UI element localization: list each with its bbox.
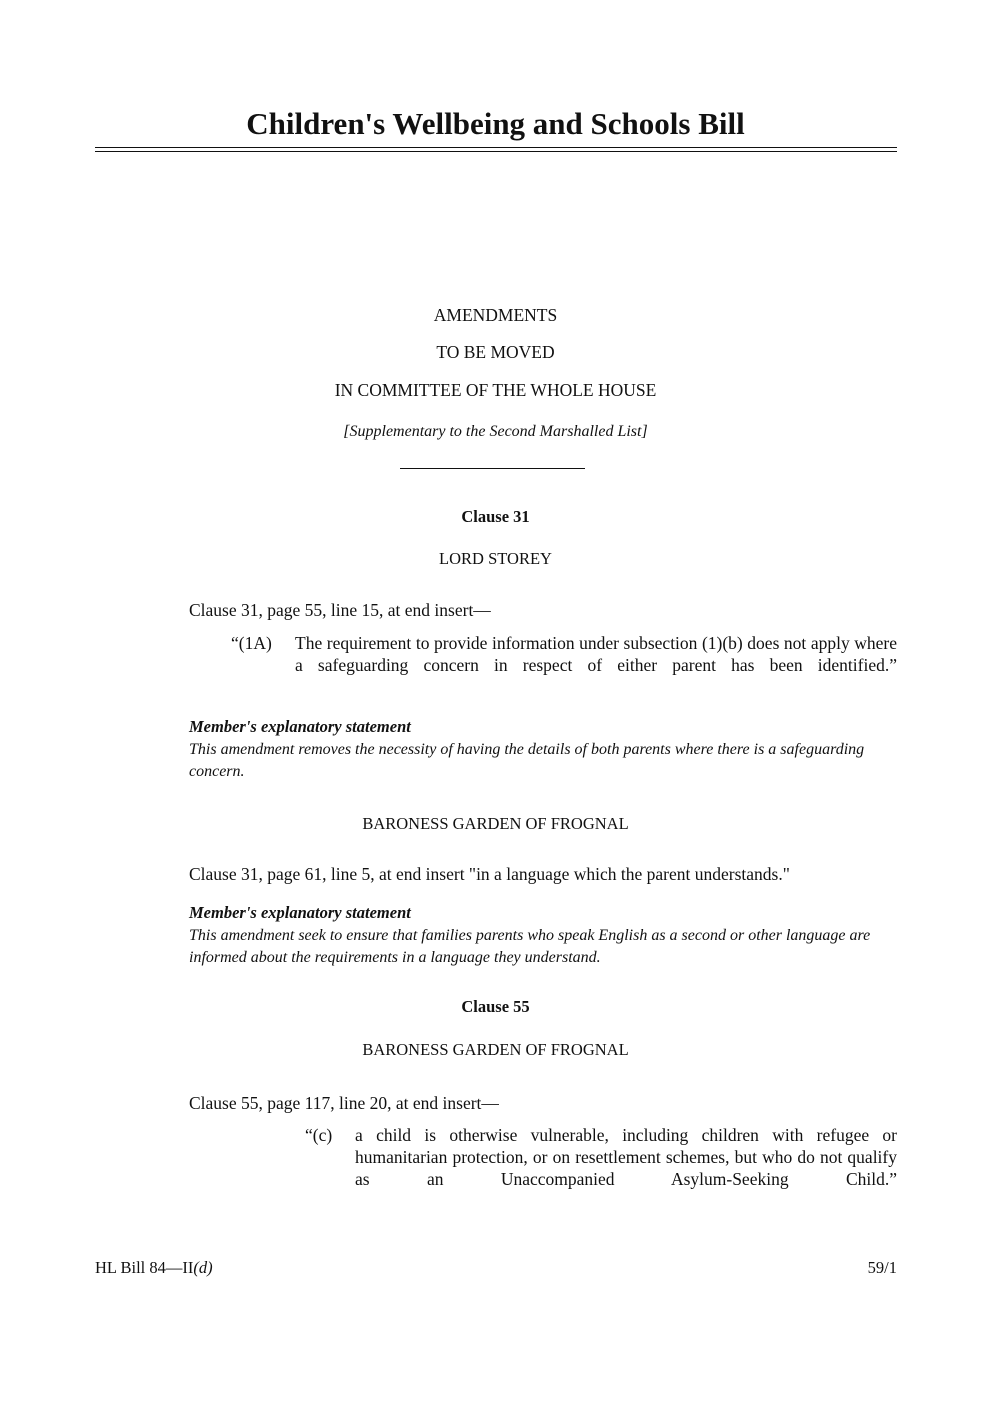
statement-heading: Member's explanatory statement: [189, 717, 411, 736]
member-name: BARONESS GARDEN OF FROGNAL: [362, 814, 629, 833]
intro-line-1: AMENDMENTS: [433, 305, 558, 325]
bill-ref: HL Bill 84—II: [95, 1258, 194, 1277]
title-rule-top: [95, 147, 897, 148]
amendment-instruction: Clause 31, page 55, line 15, at end insert—: [189, 600, 491, 620]
member-name: BARONESS GARDEN OF FROGNAL: [362, 1040, 629, 1059]
intro-line-3: IN COMMITTEE OF THE WHOLE HOUSE: [334, 380, 657, 400]
clause-heading: Clause 55: [461, 997, 530, 1016]
member-name: LORD STOREY: [439, 549, 552, 568]
intro-note: [Supplementary to the Second Marshalled List]: [343, 423, 648, 440]
document-title: Children's Wellbeing and Schools Bill: [246, 106, 745, 141]
bill-ref-suffix: (d): [193, 1258, 213, 1277]
explanatory-statement: This amendment removes the necessity of having the details of both parents where there is a safeguarding concern.: [189, 741, 865, 780]
bill-reference: [95, 1258, 213, 1278]
amendment-instruction: Clause 55, page 117, line 20, at end insert—: [189, 1093, 499, 1113]
statement-heading: Member's explanatory statement: [189, 903, 411, 922]
amendment-text: The requirement to provide information under subsection (1)(b) does not apply where a safeguarding concern in respect of either parent has been identified.”: [295, 633, 897, 675]
title-rule-bottom: [95, 151, 897, 152]
explanatory-statement: This amendment seek to ensure that families parents who speak English as a second or other language are informed about the requirements in a language they understand.: [189, 927, 871, 966]
amendment-label: “(c): [305, 1125, 333, 1145]
page-reference: 59/1: [867, 1258, 897, 1277]
clause-heading: Clause 31: [461, 507, 530, 526]
intro-line-2: TO BE MOVED: [436, 342, 555, 362]
amendment-label: “(1A): [231, 633, 272, 653]
amendment-text: a child is otherwise vulnerable, including children with refugee or humanitarian protection, or on resettlement schemes, but who do not qualify as an Unaccompanied Asylum-Seeking Child.”: [355, 1125, 897, 1189]
amendment-instruction: Clause 31, page 61, line 5, at end insert "in a language which the parent understands.": [189, 864, 790, 884]
divider: [400, 468, 585, 469]
